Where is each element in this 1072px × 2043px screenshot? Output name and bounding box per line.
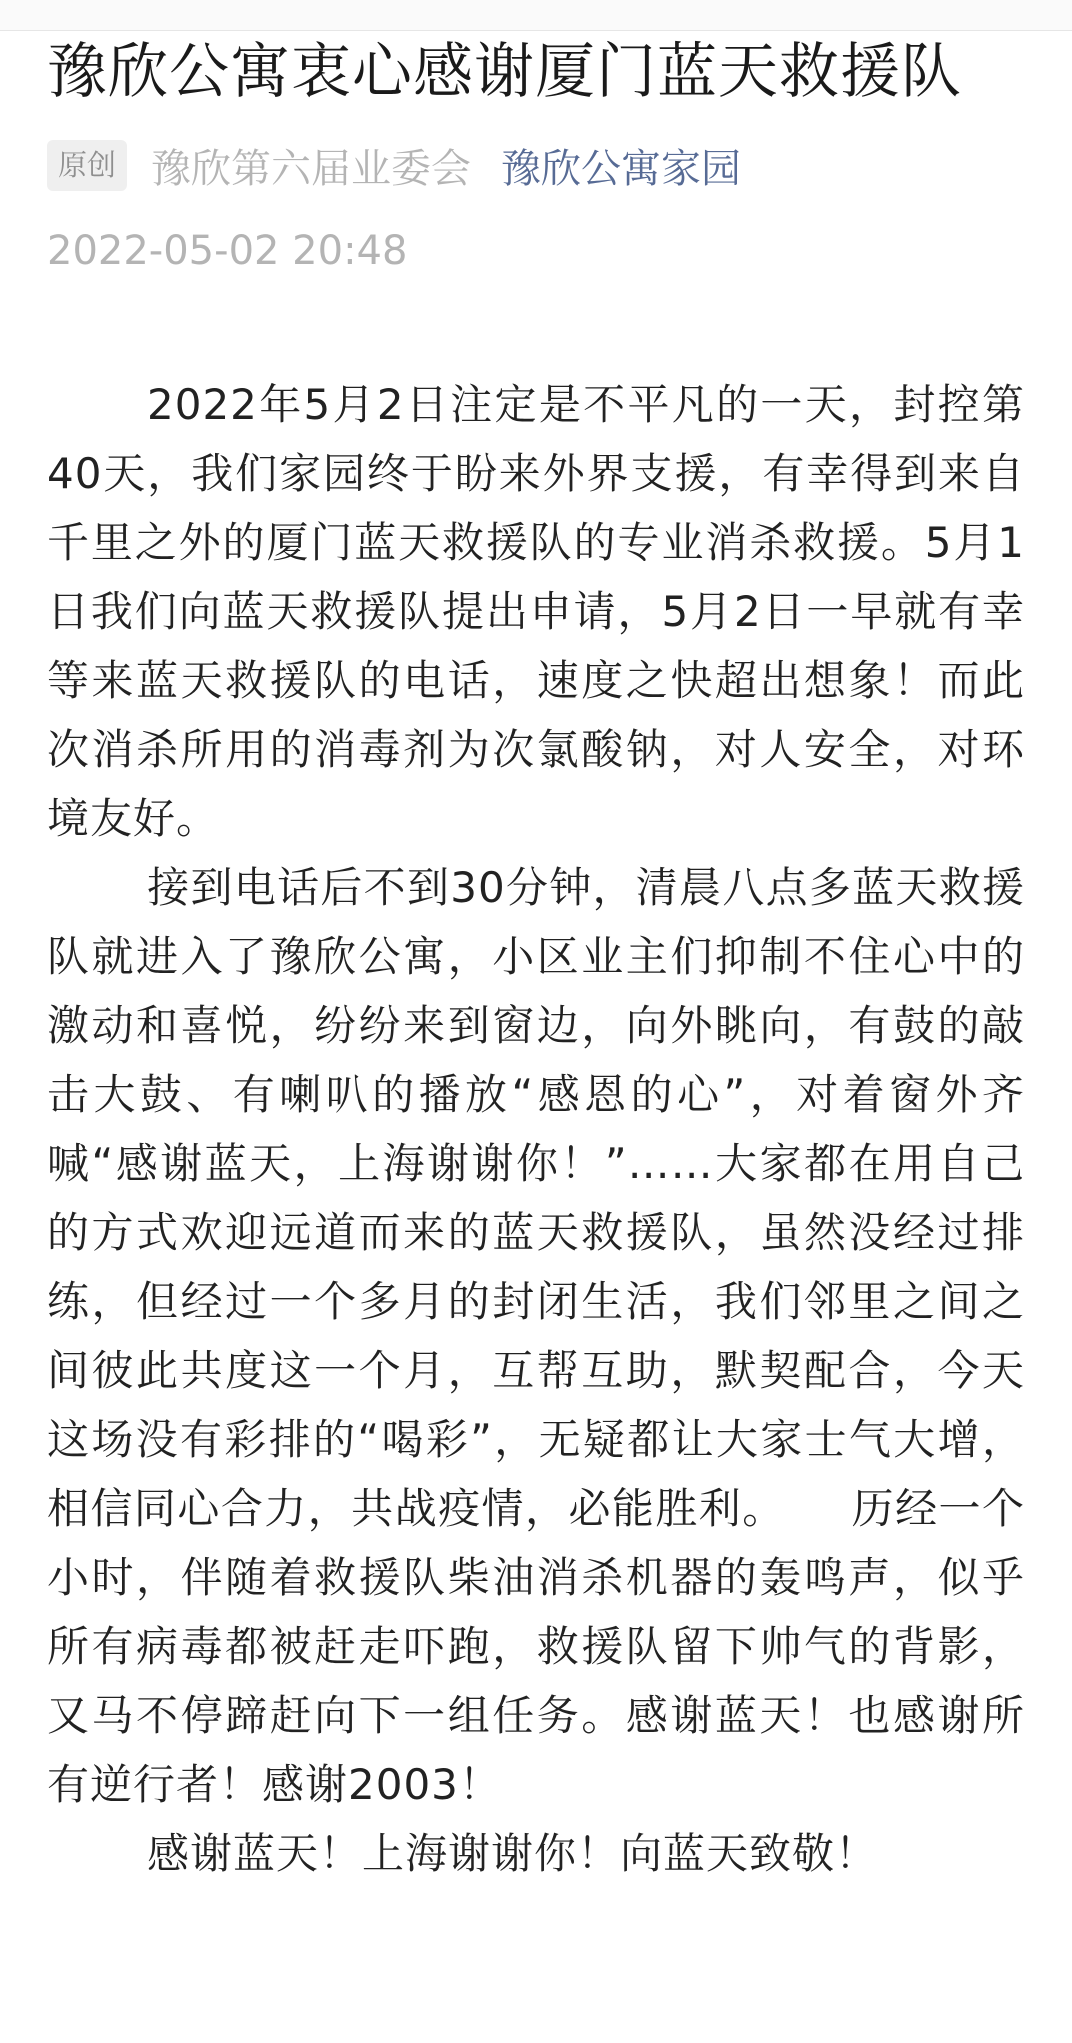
article-meta <box>47 134 1025 196</box>
closing-line <box>47 1819 1025 1888</box>
author-name[interactable]: 豫欣第六届业委会 <box>151 145 472 192</box>
publish-date: 2022-05-02 20:48 <box>47 228 408 274</box>
article-title: 豫欣公寓衷心感谢厦门蓝天救援队 <box>47 37 962 107</box>
paragraph-1 <box>47 370 1025 853</box>
paragraph-2-text: 接到电话后不到30分钟，清晨八点多蓝天救援队就进入了豫欣公寓，小区业主们抑制不住心中的激动和喜悦，纷纷来到窗边，向外眺向，有鼓的敲击大鼓、有喇叭的播放“感恩的心”，对着窗外齐喊“感谢蓝天，上海谢谢你！”……大家都在用自己的方式欢迎远道而来的蓝天救援队，虽然没经过排练，但经过一个多月的封闭生活，我们邻里之间之间彼此共度这一个月，互帮互助，默契配合，今天这场没有彩排的“喝彩”，无疑都让大家士气大增，相信同心合力，共战疫情，必能胜利。 历经一个小时，伴随着救援队柴油消杀机器的轰鸣声，似乎所有病毒都被赶走吓跑，救援队留下帅气的背影，又马不停蹄赶向下一组任务。感谢蓝天！也感谢所有逆行者！感谢2003！ <box>47 863 1025 1809</box>
top-edge <box>0 0 1072 31</box>
paragraph-2 <box>47 853 1025 1819</box>
original-badge: 原创 <box>47 140 127 191</box>
article <box>47 30 1025 1888</box>
paragraph-1-text: 2022年5月2日注定是不平凡的一天，封控第40天，我们家园终于盼来外界支援，有幸得到来自千里之外的厦门蓝天救援队的专业消杀救援。5月1日我们向蓝天救援队提出申请，5月2日一早就有幸等来蓝天救援队的电话，速度之快超出想象！而此次消杀所用的消毒剂为次氯酸钠，对人安全，对环境友好。 <box>47 380 1025 843</box>
article-content <box>47 370 1025 1888</box>
account-link[interactable]: 豫欣公寓家园 <box>501 145 742 192</box>
closing-text: 感谢蓝天！上海谢谢你！向蓝天致敬！ <box>147 1829 879 1878</box>
